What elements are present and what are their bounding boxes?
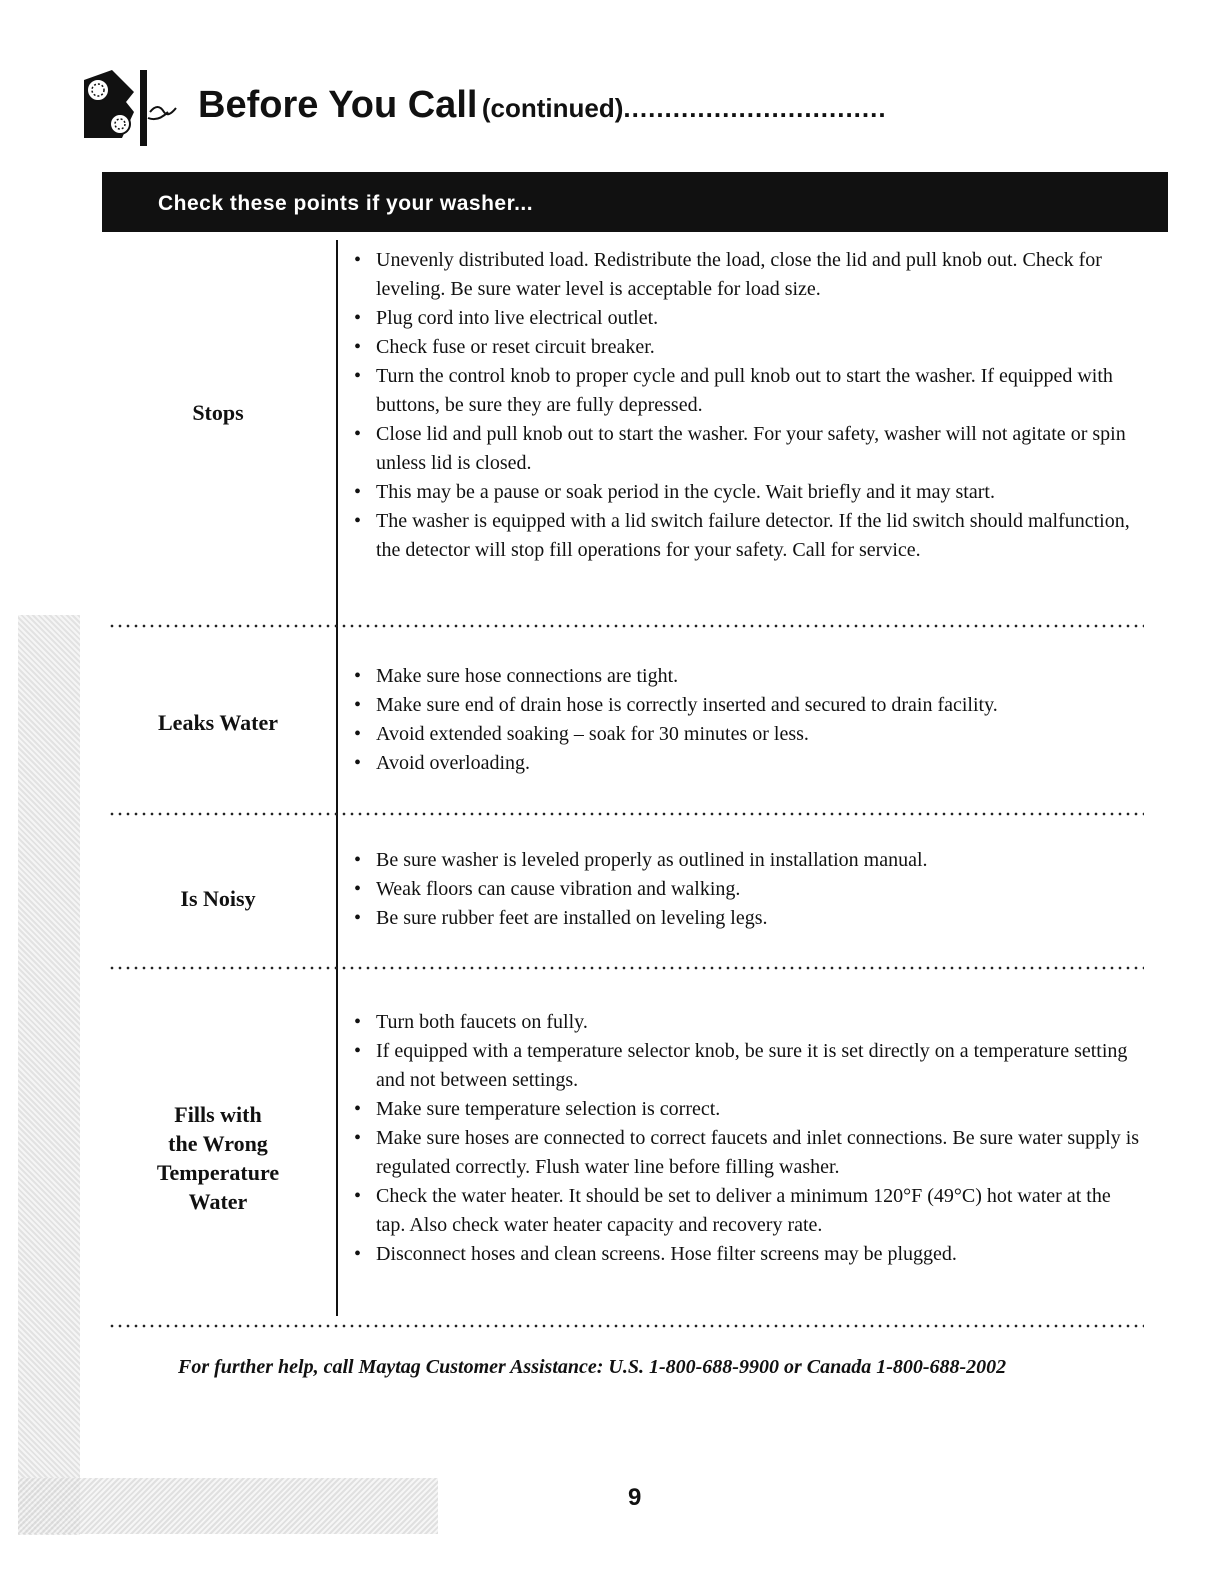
- dotted-separator: [108, 966, 1144, 970]
- checklist-item: [350, 904, 1140, 933]
- checklist-item: [350, 720, 1140, 749]
- customer-assistance-note: For further help, call Maytag Customer Assistance: U.S. 1-800-688-9900 or Canada 1-800-688-2002: [178, 1356, 1007, 1378]
- bullet: •: [354, 249, 362, 271]
- checklist-item-text: Make sure end of drain hose is correctly inserted and secured to drain facility.: [376, 694, 998, 716]
- checklist-item-text: Avoid overloading.: [376, 752, 531, 774]
- symptom-label-line: Water: [188, 1189, 248, 1214]
- symptom-label-line: the Wrong: [168, 1131, 268, 1156]
- checklist-item-text: This may be a pause or soak period in the cycle. Wait briefly and it may start.: [376, 481, 995, 503]
- checklist-item: [350, 362, 1140, 420]
- symptom-label-line: Stops: [192, 400, 244, 425]
- symptom-label: [102, 1100, 334, 1216]
- checklist-item: [350, 507, 1140, 565]
- checklist-item-text: Turn both faucets on fully.: [376, 1011, 588, 1033]
- checklist-item: [350, 875, 1140, 904]
- bullet: •: [354, 723, 362, 745]
- checklist-item: [350, 1182, 1140, 1240]
- checklist-item: [350, 1095, 1140, 1124]
- checklist-item: [350, 478, 1140, 507]
- checklist-item-text: Weak floors can cause vibration and walking.: [376, 878, 741, 900]
- checklist-item-text: Be sure washer is leveled properly as outlined in installation manual.: [376, 849, 928, 871]
- bullet: •: [354, 907, 362, 929]
- checklist-item-text: Close lid and pull knob out to start the washer. For your safety, washer will not agitate or spin unless lid is closed.: [376, 423, 1126, 474]
- bullet: •: [354, 1185, 362, 1207]
- symptom-label: [102, 708, 334, 737]
- checklist-item-text: Be sure rubber feet are installed on leveling legs.: [376, 907, 768, 929]
- bullet: •: [354, 752, 362, 774]
- title-leader-dots: ................................: [623, 93, 887, 123]
- bullet: •: [354, 336, 362, 358]
- symptom-label-line: Temperature: [156, 1160, 280, 1185]
- checklist-item: [350, 333, 1140, 362]
- bullet: •: [354, 878, 362, 900]
- bullet: •: [354, 1011, 362, 1033]
- washer-troubleshoot-icon: [82, 68, 194, 148]
- dotted-separator: [108, 624, 1144, 628]
- dotted-separator: [108, 812, 1144, 816]
- checklist-item: [350, 749, 1140, 778]
- symptom-label-line: Is Noisy: [180, 886, 256, 911]
- bullet: •: [354, 849, 362, 871]
- bullet: •: [354, 1040, 362, 1062]
- page-title: [198, 84, 1158, 127]
- page-title-continued: (continued): [481, 93, 624, 123]
- checklist-item: [350, 1240, 1140, 1269]
- bullet: •: [354, 1098, 362, 1120]
- checklist-item-text: Turn the control knob to proper cycle and pull knob out to start the washer. If equipped with buttons, be sure they are fully depressed.: [376, 365, 1113, 416]
- checklist-item-text: Disconnect hoses and clean screens. Hose filter screens may be plugged.: [376, 1243, 957, 1265]
- symptom-label: [102, 884, 334, 913]
- checklist: [350, 662, 1140, 778]
- checklist-item: [350, 420, 1140, 478]
- checklist-item-text: Make sure temperature selection is correct.: [376, 1098, 721, 1120]
- bullet: •: [354, 510, 362, 532]
- checklist-item-text: Make sure hoses are connected to correct faucets and inlet connections. Be sure water supply is regulated correctly. Flush water line before filling washer.: [376, 1127, 1140, 1178]
- checklist-item-text: Make sure hose connections are tight.: [376, 665, 679, 687]
- bullet: •: [354, 1127, 362, 1149]
- bullet: •: [354, 423, 362, 445]
- bullet: •: [354, 694, 362, 716]
- bullet: •: [354, 1243, 362, 1265]
- checklist-item-text: Unevenly distributed load. Redistribute the load, close the lid and pull knob out. Check for leveling. Be sure water level is acceptable for load size.: [376, 249, 1102, 300]
- page-number: 9: [628, 1484, 642, 1511]
- checklist-item-text: Check fuse or reset circuit breaker.: [376, 336, 655, 358]
- section-banner: [102, 172, 1168, 232]
- checklist-item-text: Avoid extended soaking – soak for 30 minutes or less.: [376, 723, 809, 745]
- checklist-item-text: Plug cord into live electrical outlet.: [376, 307, 659, 329]
- page-bottom-shading: [18, 1478, 438, 1534]
- checklist: [350, 246, 1140, 565]
- checklist-item: [350, 1124, 1140, 1182]
- checklist-item: [350, 662, 1140, 691]
- checklist-item: [350, 691, 1140, 720]
- checklist-item: [350, 1008, 1140, 1037]
- checklist-item-text: Check the water heater. It should be set to deliver a minimum 120°F (49°C) hot water at the tap. Also check water heater capacity and recovery rate.: [376, 1185, 1111, 1236]
- checklist-item: [350, 304, 1140, 333]
- page-title-main: Before You Call: [198, 84, 478, 126]
- bullet: •: [354, 665, 362, 687]
- bullet: •: [354, 307, 362, 329]
- checklist-item-text: The washer is equipped with a lid switch failure detector. If the lid switch should malfunction, the detector will stop fill operations for your safety. Call for service.: [376, 510, 1130, 561]
- bullet: •: [354, 365, 362, 387]
- checklist-item: [350, 1037, 1140, 1095]
- banner-text: Check these points if your washer...: [158, 192, 534, 215]
- checklist: [350, 846, 1140, 933]
- column-divider: [336, 240, 338, 1316]
- checklist: [350, 1008, 1140, 1269]
- symptom-label: [102, 398, 334, 427]
- checklist-item: [350, 846, 1140, 875]
- page-edge-shading: [18, 615, 80, 1535]
- dotted-separator: [108, 1324, 1144, 1328]
- checklist-item: [350, 246, 1140, 304]
- symptom-label-line: Leaks Water: [158, 710, 278, 735]
- bullet: •: [354, 481, 362, 503]
- checklist-item-text: If equipped with a temperature selector knob, be sure it is set directly on a temperature setting and not between settings.: [376, 1040, 1128, 1091]
- symptom-label-line: Fills with: [174, 1102, 262, 1127]
